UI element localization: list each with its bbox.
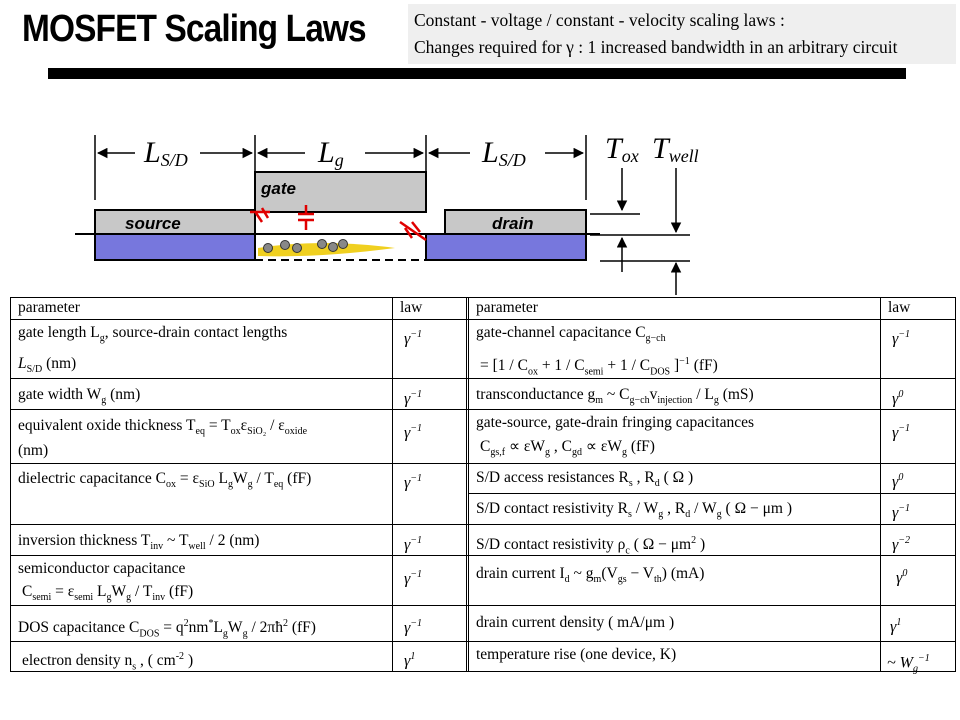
table-col-divider [466, 297, 467, 672]
param-cdos: DOS capacitance $C_{DOS} = q^2nm^*L_gW_g$ / $2\pi ħ^2$ (fF) [18, 618, 316, 640]
twell-sub: well [668, 146, 699, 166]
tox-sub: ox [621, 146, 639, 166]
law-fringe: $\gamma^{-1}$ [892, 423, 911, 442]
param-gm: transconductance $g_m$ ~ $C_{g-ch}v_{injection} / L_g$ (mS) [476, 386, 754, 407]
param-csemi: semiconductor capacitance [18, 560, 186, 577]
lg-label: L [318, 136, 335, 169]
table-border [955, 297, 956, 672]
param-gate-length: gate length $L_g$, source-drain contact lengths [18, 324, 288, 345]
param-cox: dielectric capacitance $C_{ox} = \varepsilon_{SiO}$ $L_gW_g / T_{eq}$ (fF) [18, 470, 312, 491]
subtitle-line-2: Changes required for γ : 1 increased bandwidth in an arbitrary circuit [414, 37, 898, 57]
param-current-density: drain current density ( mA/μm ) [476, 614, 675, 631]
table-col-divider [880, 297, 881, 672]
header-law-right: law [888, 299, 911, 316]
subtitle-line-1: Constant - voltage / constant - velocity scaling laws : [414, 10, 785, 30]
lsd-left-sub: S/D [160, 150, 188, 170]
table-row-line [10, 319, 956, 320]
law-cox: $\gamma^{-1}$ [404, 473, 423, 492]
param-contact-rho: S/D contact resistivity $\rho_c$ ( $\Omega - \mu m^2$ ) [476, 535, 706, 557]
param-sd-length: $L_{S/D}$ (nm) [18, 355, 77, 376]
param-sd-access: S/D access resistances $R_s$ , $R_d$ ( Ω ) [476, 469, 694, 490]
header-law-left: law [400, 299, 423, 316]
lsd-left-label: L [144, 136, 161, 169]
tox-label: T [605, 132, 622, 165]
source-label: source [125, 214, 181, 233]
header-parameter-left: parameter [18, 299, 80, 316]
law-gm: $\gamma^0$ [892, 389, 904, 408]
law-contact-res: $\gamma^{-1}$ [892, 503, 911, 522]
lsd-right-sub: S/D [498, 150, 526, 170]
page-title: MOSFET Scaling Laws [22, 8, 366, 50]
law-gate-width: $\gamma^{-1}$ [404, 389, 423, 408]
law-gate-length: $\gamma^{-1}$ [404, 329, 423, 348]
law-tinv: $\gamma^{-1}$ [404, 535, 423, 554]
law-current-density: $\gamma^1$ [890, 617, 902, 636]
param-cgch: gate-channel capacitance $C_{g-ch}$ [476, 324, 666, 345]
law-cdos: $\gamma^{-1}$ [404, 618, 423, 637]
table-col-divider [392, 297, 393, 672]
param-fringe-formula: $C_{gs,f} \propto \varepsilon W_g$ , $C_{gd} \propto \varepsilon W_g$ (fF) [480, 438, 655, 459]
law-drain-current: $\gamma^0$ [896, 568, 908, 587]
twell-label: T [652, 132, 669, 165]
table-row-line [10, 297, 956, 298]
param-eot-unit: (nm) [18, 442, 49, 459]
law-cgch: $\gamma^{-1}$ [892, 329, 911, 348]
law-sd-access: $\gamma^0$ [892, 472, 904, 491]
table-border [10, 297, 11, 672]
table-col-divider [468, 297, 469, 672]
drain-label: drain [492, 214, 534, 233]
param-tinv: inversion thickness $T_{inv}$ ~ $T_{well} / 2$ (nm) [18, 532, 260, 553]
table-row-line [10, 524, 956, 525]
law-eot: $\gamma^{-1}$ [404, 423, 423, 442]
param-fringe: gate-source, gate-drain fringing capacitances [476, 414, 754, 431]
law-electron-density: $\gamma^1$ [404, 651, 416, 670]
param-gate-width: gate width $W_g$ (nm) [18, 386, 141, 407]
param-eot: equivalent oxide thickness $T_{eq} = T_{ox}\varepsilon_{SiO_2} / \varepsilon_{oxide}$ [18, 417, 308, 438]
param-contact-res: S/D contact resistivity $R_s / W_g$ , $R_d / W_g$ ( Ω − μm ) [476, 500, 792, 521]
param-electron-density: electron density $n_s$ , ( $cm^{-2}$ ) [22, 651, 194, 673]
header-parameter-right: parameter [476, 299, 538, 316]
table-row-line [10, 463, 956, 464]
param-temp-rise: temperature rise (one device, K) [476, 646, 677, 663]
table-row-line [468, 493, 956, 494]
gate-label: gate [261, 179, 296, 198]
lg-sub: g [334, 150, 344, 170]
param-drain-current: drain current $I_d$ ~ $g_m(V_{gs} - V_{th})$ (mA) [476, 565, 705, 586]
param-cgch-formula: = [$1 / C_{ox} + 1 / C_{semi} + 1 / C_{DOS}$ ]$^{-1}$ (fF) [480, 356, 718, 378]
law-contact-rho: $\gamma^{-2}$ [892, 535, 911, 554]
param-csemi-formula: $C_{semi} = \varepsilon_{semi}$ $L_gW_g / T_{inv}$ (fF) [22, 583, 194, 604]
lsd-right-label: L [482, 136, 499, 169]
law-csemi: $\gamma^{-1}$ [404, 569, 423, 588]
law-temp-rise: ~ $W_g^{-1}$ [887, 653, 930, 675]
